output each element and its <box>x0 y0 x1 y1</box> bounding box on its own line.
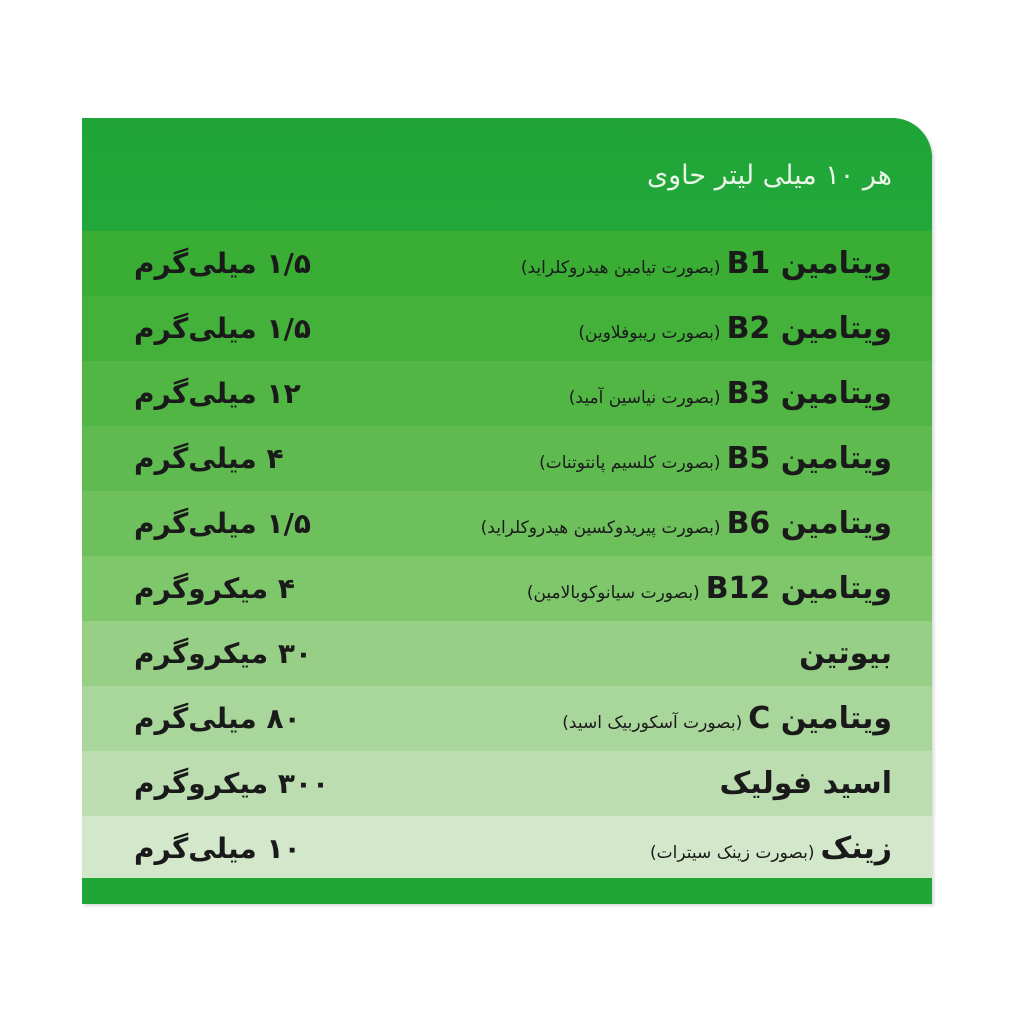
nutrient-name <box>720 751 893 816</box>
table-row <box>82 621 932 686</box>
nutrient-source-note: (بصورت نیاسین آمید) <box>568 388 721 408</box>
nutrient-name <box>527 556 892 621</box>
nutrient-amount: ۱۰ میلی‌گرم <box>134 832 301 865</box>
nutrient-label: ویتامین B12 <box>705 571 892 606</box>
nutrient-source-note: (بصورت کلسیم پانتوتنات) <box>539 453 721 473</box>
nutrient-amount: ۳۰۰ میکروگرم <box>134 767 330 800</box>
nutrient-label: اسید فولیک <box>719 766 892 801</box>
table-row <box>82 491 932 556</box>
nutrient-source-note: (بصورت سیانوکوبالامین) <box>526 583 700 603</box>
table-row <box>82 686 932 751</box>
nutrient-amount: ۳۰ میکروگرم <box>134 637 313 670</box>
nutrient-source-note: (بصورت ریبوفلاوین) <box>578 323 721 343</box>
nutrient-name <box>578 296 892 361</box>
nutrient-label: ویتامین B2 <box>726 311 892 346</box>
table-row <box>82 556 932 621</box>
table-row <box>82 816 932 881</box>
table-row <box>82 751 932 816</box>
nutrient-amount: ۱/۵ میلی‌گرم <box>134 247 311 280</box>
nutrient-label: ویتامین C <box>748 701 892 736</box>
nutrient-name <box>539 426 892 491</box>
nutrient-amount: ۱۲ میلی‌گرم <box>134 377 301 410</box>
nutrient-source-note: (بصورت زینک سیترات) <box>650 843 815 863</box>
nutrient-name <box>650 816 892 881</box>
nutrient-label: ویتامین B1 <box>726 246 892 281</box>
nutrient-amount: ۴ میلی‌گرم <box>134 442 284 475</box>
panel-header <box>82 118 932 231</box>
nutrient-source-note: (بصورت آسکوربیک اسید) <box>562 713 743 733</box>
nutrient-label: ویتامین B3 <box>726 376 892 411</box>
supplement-facts-panel <box>82 118 932 904</box>
nutrient-label: زینک <box>820 831 892 866</box>
nutrient-label: ویتامین B5 <box>726 441 892 476</box>
nutrient-name <box>569 361 892 426</box>
panel-footer <box>82 878 932 904</box>
nutrient-source-note: (بصورت پیریدوکسین هیدروکلراید) <box>480 518 721 538</box>
nutrient-amount: ۴ میکروگرم <box>134 572 295 605</box>
nutrient-amount: ۱/۵ میلی‌گرم <box>134 312 311 345</box>
serving-size-title: هر ۱۰ میلی لیتر حاوی <box>646 160 892 191</box>
nutrient-label: بیوتین <box>799 636 892 671</box>
nutrient-amount: ۱/۵ میلی‌گرم <box>134 507 311 540</box>
nutrient-source-note: (بصورت تیامین هیدروکلراید) <box>520 258 721 278</box>
nutrient-name <box>799 621 892 686</box>
table-row <box>82 231 932 296</box>
nutrient-label: ویتامین B6 <box>726 506 892 541</box>
nutrient-amount: ۸۰ میلی‌گرم <box>134 702 301 735</box>
table-row <box>82 361 932 426</box>
nutrient-name <box>521 231 892 296</box>
nutrient-name <box>562 686 892 751</box>
table-row <box>82 426 932 491</box>
nutrient-name <box>481 491 892 556</box>
table-row <box>82 296 932 361</box>
